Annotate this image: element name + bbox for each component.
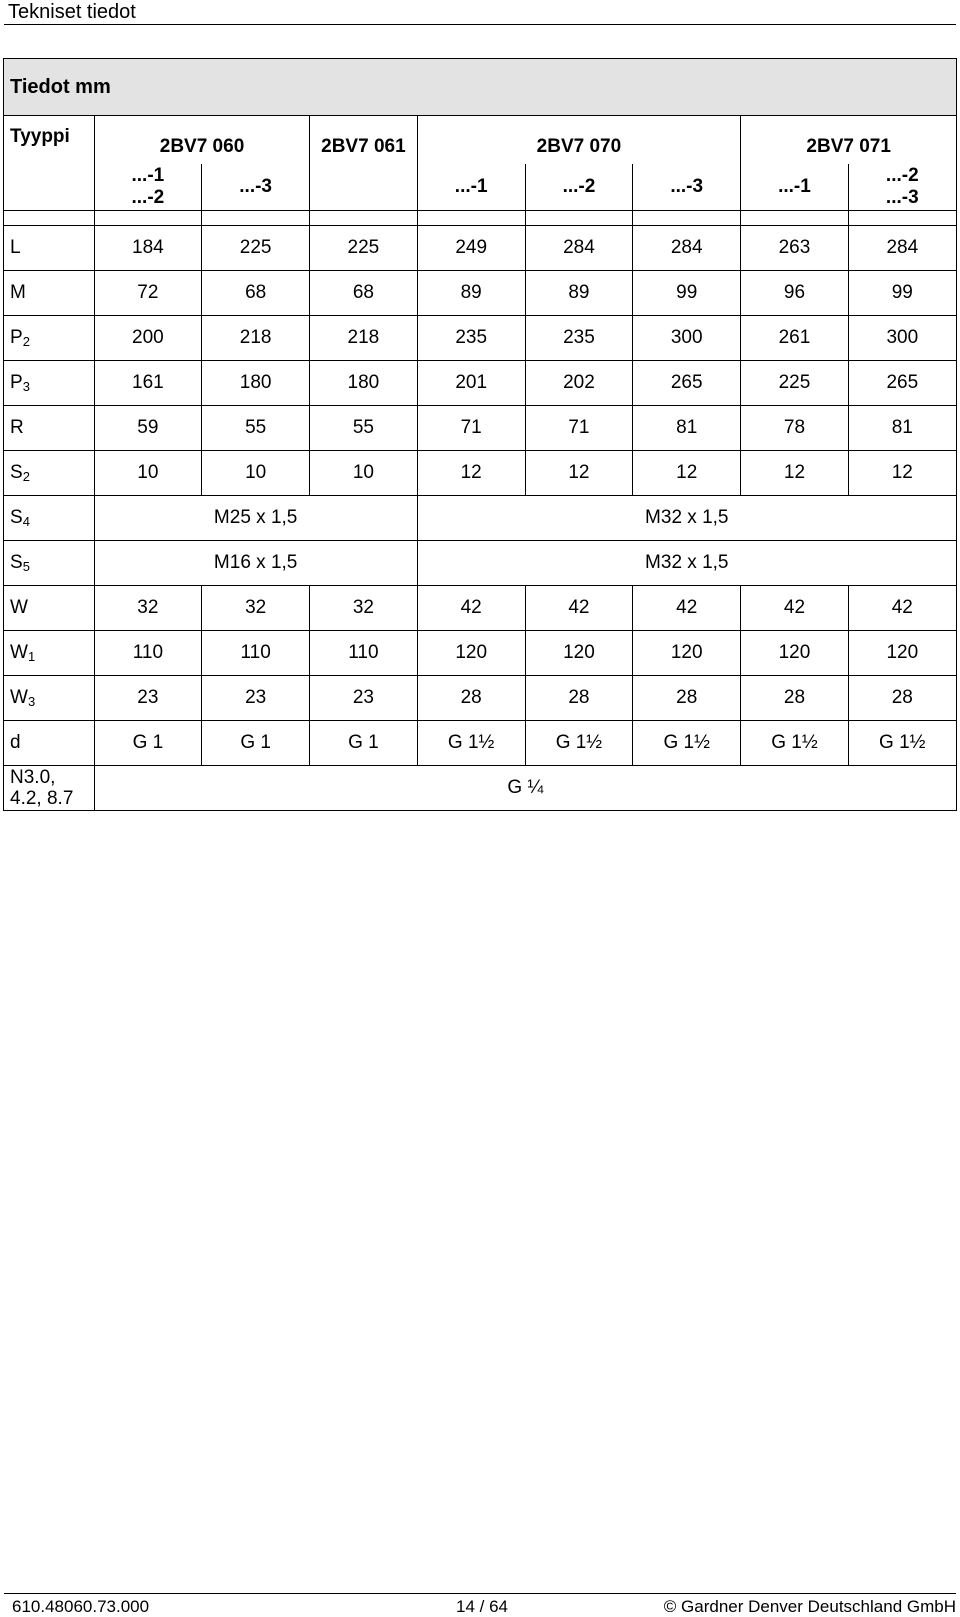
table-cell: 161	[94, 361, 201, 406]
table-cell: 71	[525, 406, 632, 451]
table-cell: 42	[525, 586, 632, 631]
table-cell: 12	[525, 451, 632, 496]
row-label	[4, 226, 95, 271]
table-cell: G 1½	[417, 721, 525, 766]
table-cell: 28	[525, 676, 632, 721]
row-label	[4, 451, 95, 496]
table-cell: 265	[848, 361, 956, 406]
table-row	[4, 586, 957, 631]
row-label-subscript: 2	[22, 469, 30, 484]
group-2bv7-071: 2BV7 071	[741, 116, 957, 165]
row-label	[4, 406, 95, 451]
row-label-subscript: 1	[27, 649, 36, 664]
table-cell: 300	[848, 316, 956, 361]
table-cell: 263	[741, 226, 848, 271]
row-label-line: N3.0,	[10, 767, 56, 788]
row-label-main: W	[10, 642, 28, 663]
sub-060-1-2	[94, 164, 201, 211]
table-cell: 184	[94, 226, 201, 271]
table-cell: 32	[94, 586, 201, 631]
sub-label: ...-2	[885, 165, 919, 186]
sub-070-1: ...-1	[417, 164, 525, 211]
table-cell: 235	[525, 316, 632, 361]
table-cell: 59	[94, 406, 201, 451]
table-cell: 200	[94, 316, 201, 361]
table-cell: 120	[741, 631, 848, 676]
copyright: © Gardner Denver Deutschland GmbH	[663, 1597, 956, 1616]
table-row	[4, 721, 957, 766]
group-2bv7-070: 2BV7 070	[417, 116, 741, 165]
table-cell: 99	[848, 271, 956, 316]
table-cell: 28	[848, 676, 956, 721]
row-label	[4, 676, 95, 721]
table-cell: G 1½	[848, 721, 956, 766]
table-cell: 28	[741, 676, 848, 721]
table-cell: 32	[202, 586, 310, 631]
table-cell: 300	[633, 316, 741, 361]
table-cell: 225	[741, 361, 848, 406]
sub-label: ...-3	[885, 187, 919, 208]
table-cell: 89	[525, 271, 632, 316]
table-cell: 284	[525, 226, 632, 271]
row-label-main: M	[10, 282, 26, 303]
row-label-main: S	[10, 462, 23, 483]
row-label	[4, 496, 95, 541]
row-label-main: W	[10, 597, 28, 618]
table-cell: 42	[633, 586, 741, 631]
table-row	[4, 676, 957, 721]
table-cell: 71	[417, 406, 525, 451]
table-cell: 32	[310, 586, 417, 631]
table-row	[4, 766, 957, 811]
spacer-row	[4, 211, 957, 226]
row-label	[4, 631, 95, 676]
table-cell: 42	[417, 586, 525, 631]
sub-060-3: ...-3	[202, 164, 310, 211]
sub-071-2-3	[848, 164, 956, 211]
row-label-subscript: 3	[27, 694, 36, 709]
row-label	[4, 361, 95, 406]
row-label	[4, 721, 95, 766]
table-cell: 81	[633, 406, 741, 451]
row-label	[4, 271, 95, 316]
row-label-subscript: 2	[22, 334, 30, 349]
table-cell: 72	[94, 271, 201, 316]
table-cell: G 1	[94, 721, 201, 766]
type-label: Tyyppi	[4, 116, 95, 211]
sub-label: ...-1	[131, 165, 165, 186]
row-label-main: P	[10, 327, 23, 348]
table-cell: 28	[633, 676, 741, 721]
row-label	[4, 541, 95, 586]
table-cell: 55	[202, 406, 310, 451]
table-row	[4, 406, 957, 451]
table-cell: 284	[848, 226, 956, 271]
table-cell: 10	[310, 451, 417, 496]
row-label-main: d	[10, 732, 21, 753]
table-row	[4, 541, 957, 586]
sub-label: ...-2	[131, 187, 165, 208]
table-cell: 23	[310, 676, 417, 721]
table-row	[4, 316, 957, 361]
table-cell: 120	[417, 631, 525, 676]
table-row	[4, 361, 957, 406]
table-cell: 110	[202, 631, 310, 676]
table-cell: 28	[417, 676, 525, 721]
table-cell: 261	[741, 316, 848, 361]
row-label	[4, 586, 95, 631]
page-header	[4, 0, 956, 25]
thread-cell-left: M16 x 1,5	[94, 541, 417, 586]
table-cell: 235	[417, 316, 525, 361]
row-label-main: L	[10, 237, 21, 258]
table-cell: G 1½	[525, 721, 632, 766]
table-cell: 110	[310, 631, 417, 676]
group-2bv7-060: 2BV7 060	[94, 116, 310, 165]
table-cell: 23	[202, 676, 310, 721]
table-row	[4, 226, 957, 271]
row-label-subscript: 5	[22, 559, 30, 574]
table-row	[4, 271, 957, 316]
note-value-cell: G ¼	[94, 766, 956, 811]
sub-071-1: ...-1	[741, 164, 848, 211]
table-cell: 78	[741, 406, 848, 451]
table-cell: 225	[202, 226, 310, 271]
table-cell: 12	[848, 451, 956, 496]
row-label-main: P	[10, 372, 23, 393]
table-row	[4, 496, 957, 541]
sub-061-empty	[310, 164, 417, 211]
table-cell: 10	[94, 451, 201, 496]
table-cell: 12	[417, 451, 525, 496]
table-cell: 120	[525, 631, 632, 676]
table-row	[4, 451, 957, 496]
table-cell: G 1	[202, 721, 310, 766]
row-label-subscript: 4	[22, 514, 30, 529]
row-label-main: S	[10, 507, 23, 528]
table-cell: 81	[848, 406, 956, 451]
sub-070-3: ...-3	[633, 164, 741, 211]
table-cell: 110	[94, 631, 201, 676]
table-row	[4, 631, 957, 676]
table-cell: G 1½	[633, 721, 741, 766]
row-label-subscript: 3	[22, 379, 30, 394]
row-label-main: R	[10, 417, 24, 438]
table-cell: 218	[310, 316, 417, 361]
table-cell: G 1	[310, 721, 417, 766]
page-number: 14 / 64	[456, 1597, 508, 1616]
table-cell: 265	[633, 361, 741, 406]
row-label-line: 4.2, 8.7	[10, 788, 74, 809]
table-cell: 180	[202, 361, 310, 406]
table-cell: 23	[94, 676, 201, 721]
page-title: Tekniset tiedot	[8, 1, 136, 23]
table-cell: 249	[417, 226, 525, 271]
table-cell: 12	[741, 451, 848, 496]
table-cell: 42	[848, 586, 956, 631]
thread-cell-left: M25 x 1,5	[94, 496, 417, 541]
table-cell: 120	[633, 631, 741, 676]
table-cell: 99	[633, 271, 741, 316]
row-label-main: W	[10, 687, 28, 708]
table-cell: 202	[525, 361, 632, 406]
table-cell: 284	[633, 226, 741, 271]
doc-number: 610.48060.73.000	[12, 1597, 150, 1616]
table-cell: 180	[310, 361, 417, 406]
row-label	[4, 316, 95, 361]
table-cell: 68	[202, 271, 310, 316]
group-2bv7-061: 2BV7 061	[310, 116, 417, 165]
table-cell: 55	[310, 406, 417, 451]
table-cell: 10	[202, 451, 310, 496]
table-cell: 96	[741, 271, 848, 316]
table-cell: 12	[633, 451, 741, 496]
table-cell: 120	[848, 631, 956, 676]
page-footer	[4, 1593, 956, 1617]
table-cell: 42	[741, 586, 848, 631]
table-title: Tiedot mm	[4, 59, 957, 116]
table-cell: 225	[310, 226, 417, 271]
table-cell: 201	[417, 361, 525, 406]
sub-070-2: ...-2	[525, 164, 632, 211]
table-cell: 68	[310, 271, 417, 316]
thread-cell-right: M32 x 1,5	[417, 496, 956, 541]
row-label-main: S	[10, 552, 23, 573]
table-cell: G 1½	[741, 721, 848, 766]
spec-table	[3, 58, 957, 811]
row-label	[4, 766, 95, 811]
thread-cell-right: M32 x 1,5	[417, 541, 956, 586]
table-cell: 218	[202, 316, 310, 361]
table-cell: 89	[417, 271, 525, 316]
